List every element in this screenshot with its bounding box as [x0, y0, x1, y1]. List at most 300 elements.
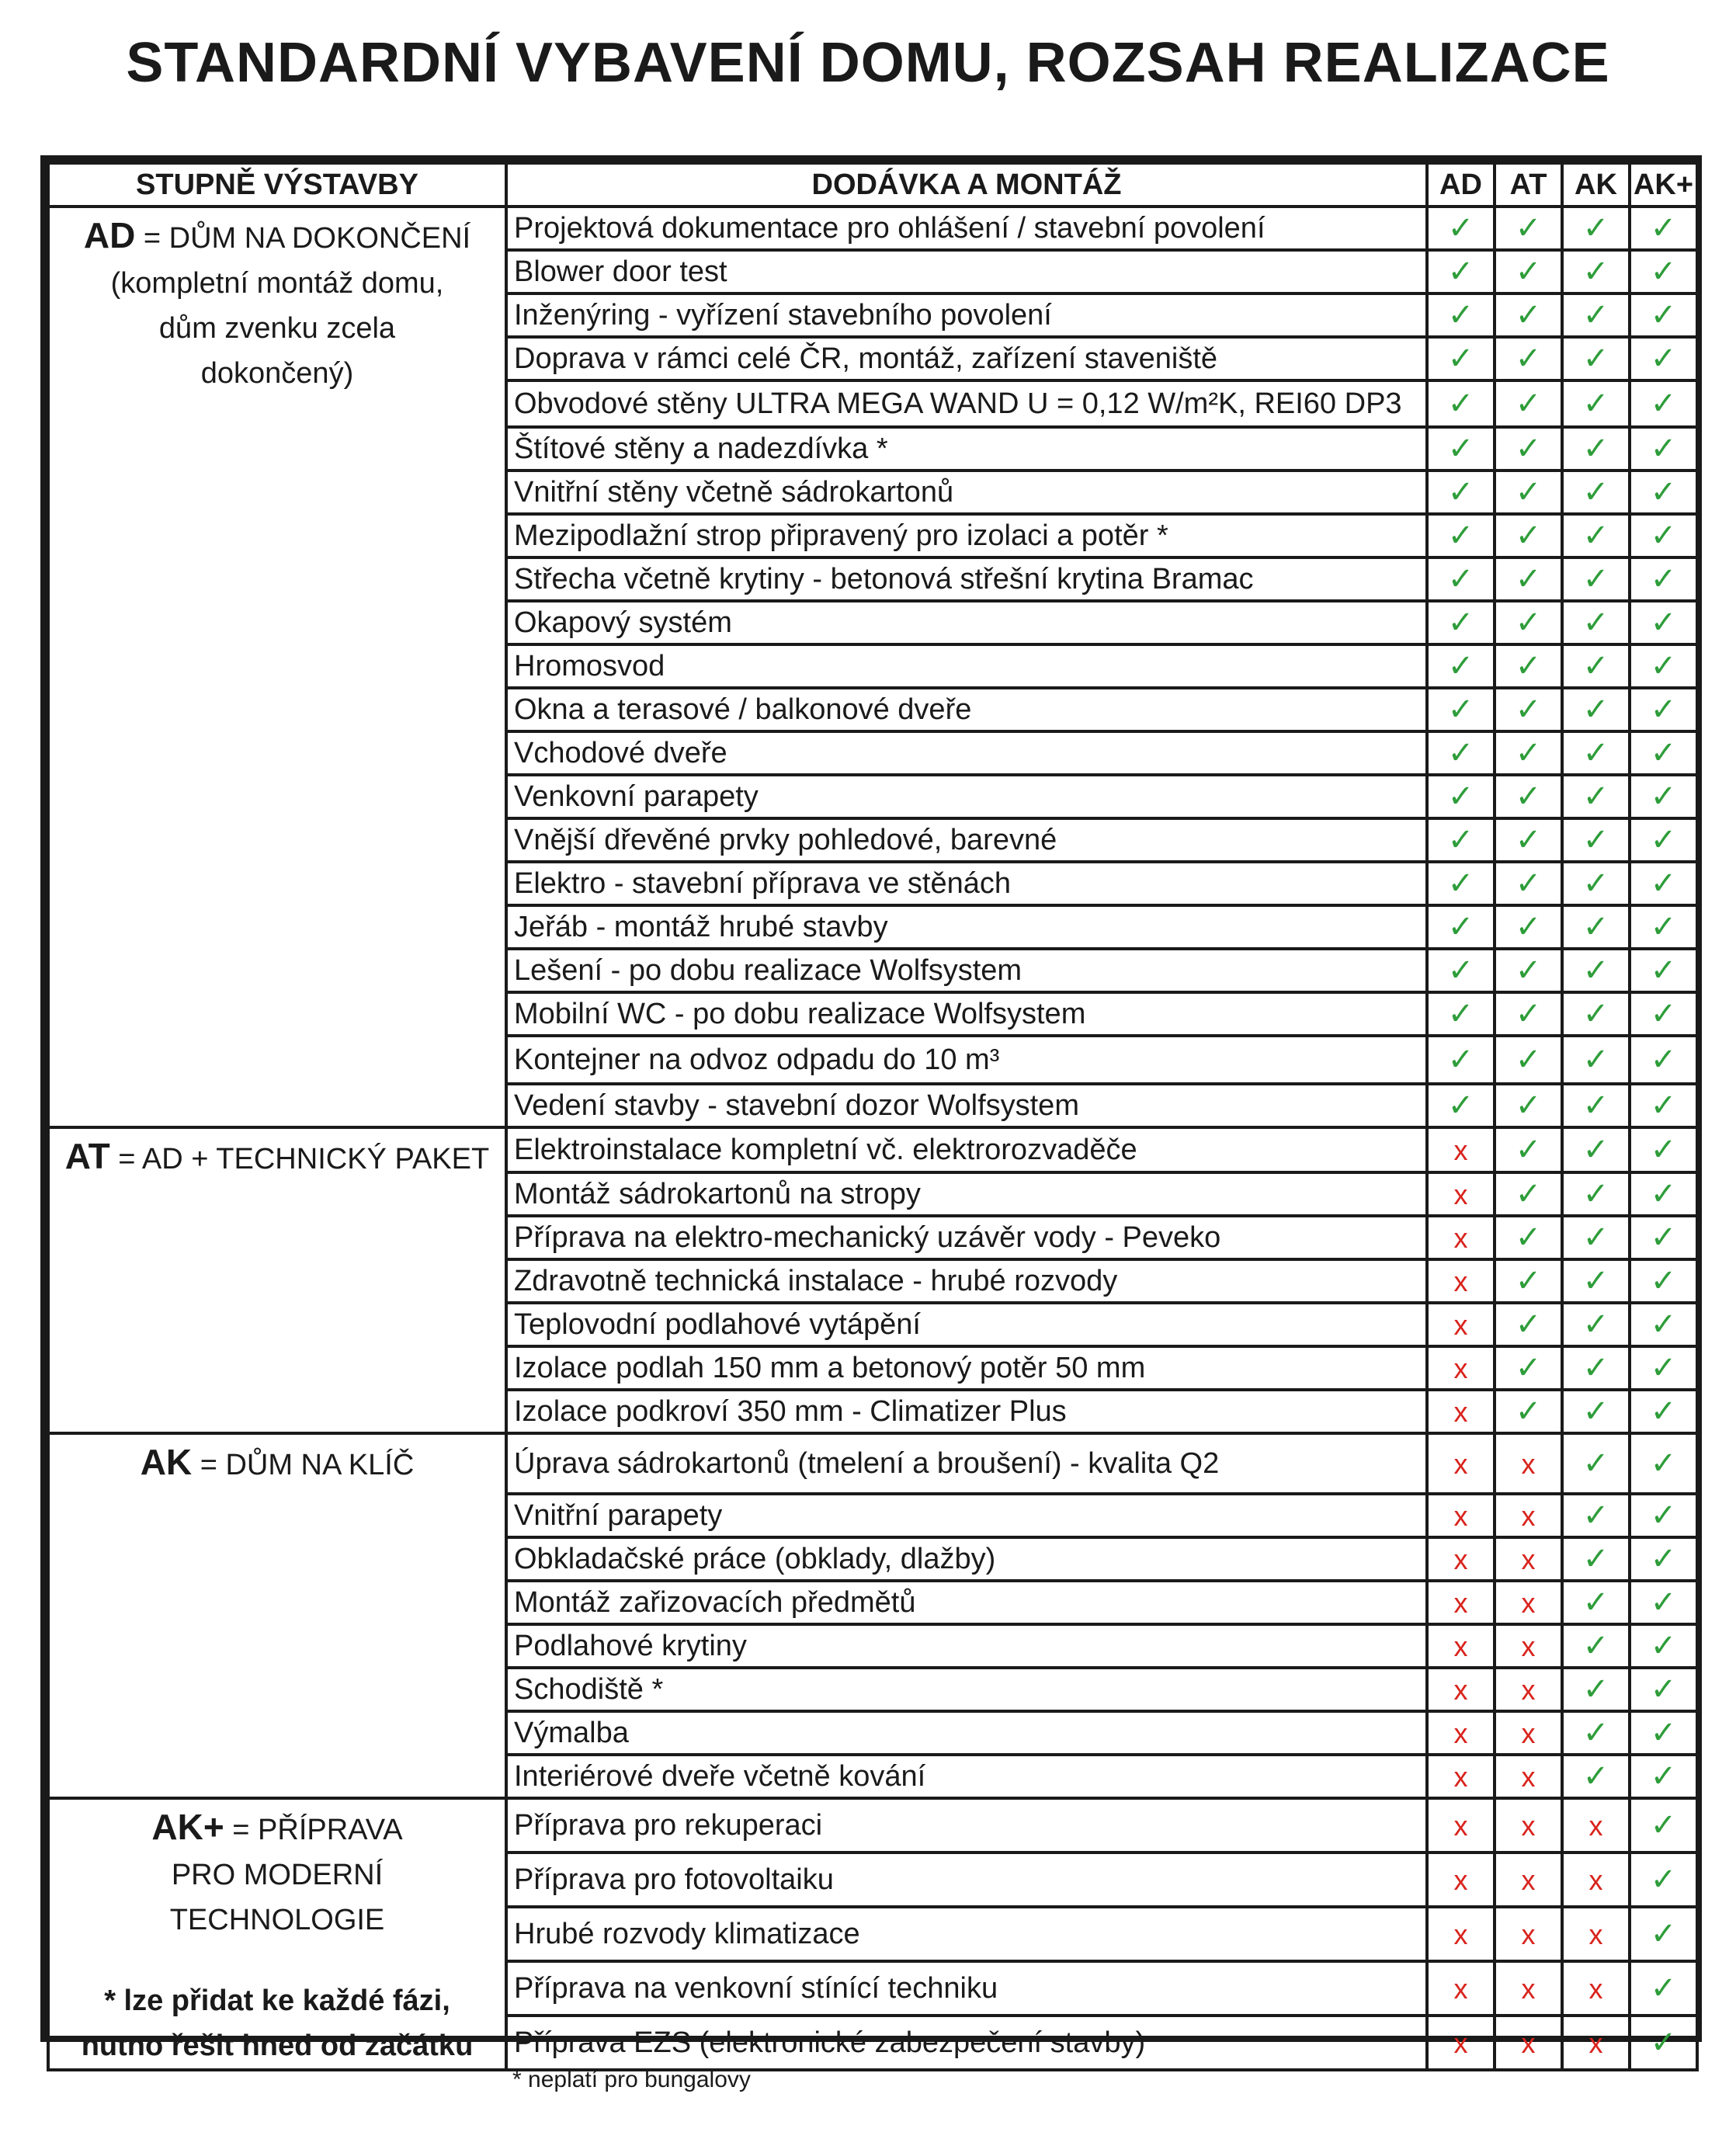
- equipment-table: [47, 161, 1699, 2071]
- check-icon: ✓: [1650, 1221, 1677, 1255]
- check-icon: ✓: [1650, 1394, 1677, 1429]
- mark-cell-at: [1495, 1127, 1562, 1172]
- check-icon: ✓: [1515, 1221, 1542, 1255]
- cross-icon: x: [1521, 1543, 1536, 1575]
- mark-cell-ak: [1562, 1494, 1630, 1537]
- mark-cell-at: [1495, 818, 1562, 862]
- table-row: [48, 1127, 1697, 1172]
- cross-icon: x: [1521, 1809, 1536, 1842]
- check-icon: ✓: [1582, 255, 1609, 289]
- mark-cell-at: [1495, 1624, 1562, 1668]
- mark-cell-at: [1495, 557, 1562, 601]
- stage-cell: [48, 207, 506, 1127]
- mark-cell-ad: [1427, 1907, 1495, 1961]
- mark-cell-ak: [1562, 2016, 1630, 2070]
- delivery-item: Příprava pro fotovoltaiku: [506, 1853, 1427, 1907]
- check-icon: ✓: [1447, 823, 1474, 857]
- check-icon: ✓: [1447, 736, 1474, 770]
- delivery-item: Výmalba: [506, 1711, 1427, 1755]
- header-ad: AD: [1427, 163, 1495, 207]
- delivery-item: Venkovní parapety: [506, 775, 1427, 818]
- mark-cell-at: [1495, 337, 1562, 380]
- delivery-item: Okna a terasové / balkonové dveře: [506, 688, 1427, 731]
- mark-cell-at: [1495, 1433, 1562, 1494]
- check-icon: ✓: [1447, 953, 1474, 988]
- check-icon: ✓: [1650, 866, 1677, 901]
- check-icon: ✓: [1582, 387, 1609, 421]
- cross-icon: x: [1521, 1918, 1536, 1950]
- mark-cell-at: [1495, 1172, 1562, 1216]
- mark-cell-ak-plus: [1630, 1303, 1697, 1346]
- mark-cell-at: [1495, 862, 1562, 905]
- check-icon: ✓: [1515, 475, 1542, 509]
- mark-cell-at: [1495, 514, 1562, 557]
- check-icon: ✓: [1582, 211, 1609, 245]
- delivery-item: Jeřáb - montáž hrubé stavby: [506, 905, 1427, 949]
- mark-cell-at: [1495, 2016, 1562, 2070]
- mark-cell-ak-plus: [1630, 644, 1697, 688]
- check-icon: ✓: [1515, 342, 1542, 376]
- stage-code: AK+: [151, 1807, 224, 1847]
- footnote: * neplatí pro bungalovy: [512, 2067, 751, 2092]
- mark-cell-ak-plus: [1630, 1216, 1697, 1259]
- mark-cell-at: [1495, 1961, 1562, 2016]
- mark-cell-ak-plus: [1630, 818, 1697, 862]
- stage-description: PRO MODERNÍ TECHNOLOGIE: [169, 1859, 385, 1936]
- check-icon: ✓: [1515, 823, 1542, 857]
- mark-cell-ad: [1427, 1537, 1495, 1581]
- mark-cell-ak: [1562, 1853, 1630, 1907]
- check-icon: ✓: [1582, 342, 1609, 376]
- delivery-item: Inženýring - vyřízení stavebního povolení: [506, 293, 1427, 337]
- check-icon: ✓: [1582, 736, 1609, 770]
- check-icon: ✓: [1582, 1351, 1609, 1385]
- mark-cell-ad: [1427, 1433, 1495, 1494]
- check-icon: ✓: [1515, 606, 1542, 640]
- cross-icon: x: [1453, 1178, 1468, 1210]
- check-icon: ✓: [1582, 298, 1609, 332]
- mark-cell-ak: [1562, 644, 1630, 688]
- check-icon: ✓: [1582, 1759, 1609, 1793]
- delivery-item: Hromosvod: [506, 644, 1427, 688]
- mark-cell-ad: [1427, 207, 1495, 250]
- mark-cell-ak: [1562, 1036, 1630, 1084]
- cross-icon: x: [1521, 1717, 1536, 1749]
- check-icon: ✓: [1582, 649, 1609, 683]
- mark-cell-at: [1495, 293, 1562, 337]
- check-icon: ✓: [1582, 1446, 1609, 1481]
- check-icon: ✓: [1650, 1177, 1677, 1211]
- check-icon: ✓: [1582, 475, 1609, 509]
- mark-cell-at: [1495, 471, 1562, 514]
- check-icon: ✓: [1515, 693, 1542, 727]
- mark-cell-at: [1495, 1303, 1562, 1346]
- mark-cell-ak: [1562, 1084, 1630, 1127]
- check-icon: ✓: [1447, 780, 1474, 814]
- stage-label: = AD + TECHNICKÝ PAKET: [109, 1143, 490, 1175]
- delivery-item: Úprava sádrokartonů (tmelení a broušení) - kvalita Q2: [506, 1433, 1427, 1494]
- stage-description: (kompletní montáž domu, dům zvenku zcela dokončený): [110, 267, 444, 390]
- cross-icon: x: [1453, 1447, 1468, 1480]
- delivery-item: Příprava na elektro-mechanický uzávěr vody - Peveko: [506, 1216, 1427, 1259]
- mark-cell-at: [1495, 250, 1562, 293]
- table-row: [48, 1433, 1697, 1494]
- delivery-item: Montáž sádrokartonů na stropy: [506, 1172, 1427, 1216]
- mark-cell-ak: [1562, 1755, 1630, 1798]
- check-icon: ✓: [1650, 519, 1677, 553]
- stage-cell: [48, 1798, 506, 2070]
- cross-icon: x: [1453, 1308, 1468, 1341]
- mark-cell-ad: [1427, 1668, 1495, 1711]
- check-icon: ✓: [1650, 1585, 1677, 1620]
- check-icon: ✓: [1650, 910, 1677, 944]
- mark-cell-ak: [1562, 1433, 1630, 1494]
- check-icon: ✓: [1515, 910, 1542, 944]
- check-icon: ✓: [1650, 2026, 1677, 2060]
- check-icon: ✓: [1650, 736, 1677, 770]
- mark-cell-ak-plus: [1630, 1907, 1697, 1961]
- delivery-item: Vnější dřevěné prvky pohledové, barevné: [506, 818, 1427, 862]
- mark-cell-ak-plus: [1630, 250, 1697, 293]
- check-icon: ✓: [1515, 562, 1542, 596]
- cross-icon: x: [1453, 1221, 1468, 1254]
- mark-cell-ad: [1427, 514, 1495, 557]
- mark-cell-ak-plus: [1630, 1433, 1697, 1494]
- mark-cell-at: [1495, 644, 1562, 688]
- check-icon: ✓: [1650, 475, 1677, 509]
- mark-cell-at: [1495, 1346, 1562, 1390]
- check-icon: ✓: [1650, 1971, 1677, 2005]
- delivery-item: Lešení - po dobu realizace Wolfsystem: [506, 949, 1427, 992]
- check-icon: ✓: [1650, 780, 1677, 814]
- header-ak: AK: [1562, 163, 1630, 207]
- check-icon: ✓: [1515, 736, 1542, 770]
- mark-cell-ak-plus: [1630, 207, 1697, 250]
- mark-cell-ak: [1562, 380, 1630, 427]
- mark-cell-ak-plus: [1630, 557, 1697, 601]
- check-icon: ✓: [1650, 1307, 1677, 1342]
- mark-cell-ak: [1562, 905, 1630, 949]
- mark-cell-ad: [1427, 818, 1495, 862]
- header-at: AT: [1495, 163, 1562, 207]
- check-icon: ✓: [1650, 953, 1677, 988]
- table-body: [48, 207, 1697, 2070]
- mark-cell-ak: [1562, 337, 1630, 380]
- cross-icon: x: [1453, 1499, 1468, 1532]
- check-icon: ✓: [1515, 387, 1542, 421]
- mark-cell-ad: [1427, 731, 1495, 775]
- mark-cell-ak-plus: [1630, 1853, 1697, 1907]
- check-icon: ✓: [1582, 1043, 1609, 1077]
- mark-cell-at: [1495, 949, 1562, 992]
- mark-cell-ad: [1427, 644, 1495, 688]
- check-icon: ✓: [1447, 211, 1474, 245]
- stage-cell: [48, 1433, 506, 1798]
- mark-cell-ad: [1427, 688, 1495, 731]
- check-icon: ✓: [1582, 1716, 1609, 1750]
- check-icon: ✓: [1582, 997, 1609, 1031]
- table-row: [48, 1798, 1697, 1853]
- mark-cell-ad: [1427, 905, 1495, 949]
- mark-cell-ad: [1427, 1390, 1495, 1433]
- check-icon: ✓: [1650, 1498, 1677, 1533]
- check-icon: ✓: [1447, 997, 1474, 1031]
- mark-cell-ak-plus: [1630, 992, 1697, 1036]
- check-icon: ✓: [1515, 298, 1542, 332]
- mark-cell-ak: [1562, 818, 1630, 862]
- check-icon: ✓: [1582, 780, 1609, 814]
- check-icon: ✓: [1515, 1133, 1542, 1167]
- mark-cell-ak-plus: [1630, 1537, 1697, 1581]
- mark-cell-at: [1495, 207, 1562, 250]
- check-icon: ✓: [1582, 562, 1609, 596]
- mark-cell-at: [1495, 1390, 1562, 1433]
- mark-cell-ad: [1427, 1853, 1495, 1907]
- mark-cell-ad: [1427, 1624, 1495, 1668]
- mark-cell-ak: [1562, 1798, 1630, 1853]
- check-icon: ✓: [1515, 255, 1542, 289]
- mark-cell-ak: [1562, 775, 1630, 818]
- check-icon: ✓: [1650, 1043, 1677, 1077]
- cross-icon: x: [1453, 1809, 1468, 1842]
- mark-cell-ak: [1562, 1216, 1630, 1259]
- check-icon: ✓: [1650, 298, 1677, 332]
- mark-cell-ak-plus: [1630, 905, 1697, 949]
- delivery-item: Zdravotně technická instalace - hrubé rozvody: [506, 1259, 1427, 1303]
- mark-cell-ad: [1427, 1303, 1495, 1346]
- check-icon: ✓: [1650, 649, 1677, 683]
- delivery-item: Vchodové dveře: [506, 731, 1427, 775]
- check-icon: ✓: [1447, 606, 1474, 640]
- mark-cell-ak-plus: [1630, 337, 1697, 380]
- check-icon: ✓: [1515, 649, 1542, 683]
- mark-cell-ak-plus: [1630, 293, 1697, 337]
- check-icon: ✓: [1515, 866, 1542, 901]
- mark-cell-ak: [1562, 427, 1630, 471]
- check-icon: ✓: [1582, 432, 1609, 466]
- mark-cell-ak: [1562, 1259, 1630, 1303]
- mark-cell-ad: [1427, 1798, 1495, 1853]
- cross-icon: x: [1588, 1918, 1603, 1950]
- mark-cell-ak-plus: [1630, 1494, 1697, 1537]
- cross-icon: x: [1453, 1673, 1468, 1706]
- cross-icon: x: [1453, 1265, 1468, 1297]
- delivery-item: Okapový systém: [506, 601, 1427, 644]
- delivery-item: Elektro - stavební příprava ve stěnách: [506, 862, 1427, 905]
- check-icon: ✓: [1582, 1307, 1609, 1342]
- mark-cell-ad: [1427, 1711, 1495, 1755]
- check-icon: ✓: [1447, 387, 1474, 421]
- mark-cell-ak-plus: [1630, 731, 1697, 775]
- mark-cell-ak: [1562, 1390, 1630, 1433]
- delivery-item: Blower door test: [506, 250, 1427, 293]
- cross-icon: x: [1453, 1972, 1468, 2005]
- cross-icon: x: [1453, 1543, 1468, 1575]
- check-icon: ✓: [1650, 1542, 1677, 1576]
- delivery-item: Hrubé rozvody klimatizace: [506, 1907, 1427, 1961]
- check-icon: ✓: [1515, 1043, 1542, 1077]
- delivery-item: Vnitřní stěny včetně sádrokartonů: [506, 471, 1427, 514]
- check-icon: ✓: [1447, 342, 1474, 376]
- mark-cell-ad: [1427, 1581, 1495, 1624]
- check-icon: ✓: [1515, 1394, 1542, 1429]
- check-icon: ✓: [1447, 866, 1474, 901]
- cross-icon: x: [1521, 1972, 1536, 2005]
- check-icon: ✓: [1582, 1177, 1609, 1211]
- mark-cell-ak-plus: [1630, 427, 1697, 471]
- mark-cell-ad: [1427, 293, 1495, 337]
- delivery-item: Projektová dokumentace pro ohlášení / stavební povolení: [506, 207, 1427, 250]
- mark-cell-ak-plus: [1630, 1346, 1697, 1390]
- delivery-item: Interiérové dveře včetně kování: [506, 1755, 1427, 1798]
- mark-cell-ak: [1562, 1537, 1630, 1581]
- page-title: STANDARDNÍ VYBAVENÍ DOMU, ROZSAH REALIZACE: [126, 32, 1610, 94]
- stage-code: AD: [83, 215, 136, 255]
- mark-cell-ak-plus: [1630, 471, 1697, 514]
- mark-cell-ak-plus: [1630, 775, 1697, 818]
- mark-cell-ak: [1562, 862, 1630, 905]
- check-icon: ✓: [1515, 1177, 1542, 1211]
- check-icon: ✓: [1515, 997, 1542, 1031]
- check-icon: ✓: [1650, 1672, 1677, 1707]
- stage-cell: [48, 1127, 506, 1433]
- mark-cell-ak-plus: [1630, 2016, 1697, 2070]
- delivery-item: Příprava na venkovní stínící techniku: [506, 1961, 1427, 2016]
- mark-cell-ad: [1427, 1494, 1495, 1537]
- check-icon: ✓: [1447, 432, 1474, 466]
- mark-cell-ad: [1427, 1755, 1495, 1798]
- check-icon: ✓: [1650, 432, 1677, 466]
- stage-note: * lze přidat ke každé fázi, nutno řešit hned od začátku: [81, 1984, 474, 2062]
- mark-cell-ak-plus: [1630, 1127, 1697, 1172]
- mark-cell-ad: [1427, 337, 1495, 380]
- mark-cell-ak: [1562, 992, 1630, 1036]
- mark-cell-ad: [1427, 1127, 1495, 1172]
- mark-cell-ak-plus: [1630, 862, 1697, 905]
- delivery-item: Izolace podkroví 350 mm - Climatizer Plus: [506, 1390, 1427, 1433]
- cross-icon: x: [1453, 1863, 1468, 1896]
- mark-cell-ak-plus: [1630, 1172, 1697, 1216]
- mark-cell-ak-plus: [1630, 1755, 1697, 1798]
- check-icon: ✓: [1650, 1446, 1677, 1481]
- check-icon: ✓: [1515, 1089, 1542, 1123]
- mark-cell-ad: [1427, 1216, 1495, 1259]
- mark-cell-ak-plus: [1630, 601, 1697, 644]
- mark-cell-at: [1495, 1216, 1562, 1259]
- check-icon: ✓: [1650, 342, 1677, 376]
- mark-cell-ak-plus: [1630, 1259, 1697, 1303]
- mark-cell-ak: [1562, 1961, 1630, 2016]
- cross-icon: x: [1521, 1586, 1536, 1619]
- mark-cell-at: [1495, 1711, 1562, 1755]
- check-icon: ✓: [1582, 823, 1609, 857]
- cross-icon: x: [1453, 2026, 1468, 2059]
- mark-cell-ad: [1427, 557, 1495, 601]
- mark-cell-ad: [1427, 250, 1495, 293]
- mark-cell-at: [1495, 1907, 1562, 1961]
- check-icon: ✓: [1582, 1585, 1609, 1620]
- mark-cell-ak-plus: [1630, 380, 1697, 427]
- cross-icon: x: [1453, 1918, 1468, 1950]
- check-icon: ✓: [1650, 1863, 1677, 1897]
- mark-cell-at: [1495, 1668, 1562, 1711]
- delivery-item: Doprava v rámci celé ČR, montáž, zařízení staveniště: [506, 337, 1427, 380]
- check-icon: ✓: [1447, 1089, 1474, 1123]
- stage-label: = DŮM NA KLÍČ: [192, 1449, 415, 1481]
- stage-label: = PŘÍPRAVA: [224, 1814, 403, 1846]
- check-icon: ✓: [1515, 432, 1542, 466]
- header-stages: STUPNĚ VÝSTAVBY: [48, 163, 506, 207]
- stage-label: = DŮM NA DOKONČENÍ: [135, 222, 471, 255]
- cross-icon: x: [1588, 2026, 1603, 2059]
- check-icon: ✓: [1447, 255, 1474, 289]
- check-icon: ✓: [1447, 562, 1474, 596]
- cross-icon: x: [1453, 1630, 1468, 1662]
- mark-cell-at: [1495, 731, 1562, 775]
- mark-cell-at: [1495, 1259, 1562, 1303]
- mark-cell-at: [1495, 1494, 1562, 1537]
- check-icon: ✓: [1650, 997, 1677, 1031]
- check-icon: ✓: [1447, 475, 1474, 509]
- mark-cell-ad: [1427, 380, 1495, 427]
- mark-cell-at: [1495, 1581, 1562, 1624]
- mark-cell-at: [1495, 775, 1562, 818]
- mark-cell-ak: [1562, 601, 1630, 644]
- cross-icon: x: [1588, 1863, 1603, 1896]
- mark-cell-ak: [1562, 1172, 1630, 1216]
- check-icon: ✓: [1582, 866, 1609, 901]
- cross-icon: x: [1588, 1972, 1603, 2005]
- mark-cell-at: [1495, 601, 1562, 644]
- cross-icon: x: [1521, 1863, 1536, 1896]
- check-icon: ✓: [1650, 1759, 1677, 1793]
- cross-icon: x: [1588, 1809, 1603, 1842]
- check-icon: ✓: [1582, 1221, 1609, 1255]
- stage-code: AT: [64, 1136, 110, 1176]
- check-icon: ✓: [1650, 1351, 1677, 1385]
- delivery-item: Elektroinstalace kompletní vč. elektrorozvaděče: [506, 1127, 1427, 1172]
- mark-cell-at: [1495, 1853, 1562, 1907]
- delivery-item: Příprava EZS (elektronické zabezpečení stavby): [506, 2016, 1427, 2070]
- mark-cell-ad: [1427, 1259, 1495, 1303]
- check-icon: ✓: [1582, 1498, 1609, 1533]
- mark-cell-ak: [1562, 207, 1630, 250]
- mark-cell-at: [1495, 1537, 1562, 1581]
- delivery-item: Izolace podlah 150 mm a betonový potěr 50 mm: [506, 1346, 1427, 1390]
- delivery-item: Štítové stěny a nadezdívka *: [506, 427, 1427, 471]
- check-icon: ✓: [1582, 1394, 1609, 1429]
- check-icon: ✓: [1650, 1133, 1677, 1167]
- check-icon: ✓: [1582, 1672, 1609, 1707]
- delivery-item: Mobilní WC - po dobu realizace Wolfsystem: [506, 992, 1427, 1036]
- mark-cell-ad: [1427, 1961, 1495, 2016]
- mark-cell-ad: [1427, 775, 1495, 818]
- delivery-item: Příprava pro rekuperaci: [506, 1798, 1427, 1853]
- delivery-item: Vnitřní parapety: [506, 1494, 1427, 1537]
- delivery-item: Teplovodní podlahové vytápění: [506, 1303, 1427, 1346]
- check-icon: ✓: [1650, 387, 1677, 421]
- mark-cell-at: [1495, 1798, 1562, 1853]
- check-icon: ✓: [1582, 519, 1609, 553]
- delivery-item: Obkladačské práce (obklady, dlažby): [506, 1537, 1427, 1581]
- cross-icon: x: [1521, 1499, 1536, 1532]
- mark-cell-ad: [1427, 1084, 1495, 1127]
- mark-cell-ad: [1427, 949, 1495, 992]
- cross-icon: x: [1521, 1630, 1536, 1662]
- mark-cell-at: [1495, 1036, 1562, 1084]
- cross-icon: x: [1521, 1673, 1536, 1706]
- mark-cell-ak: [1562, 1668, 1630, 1711]
